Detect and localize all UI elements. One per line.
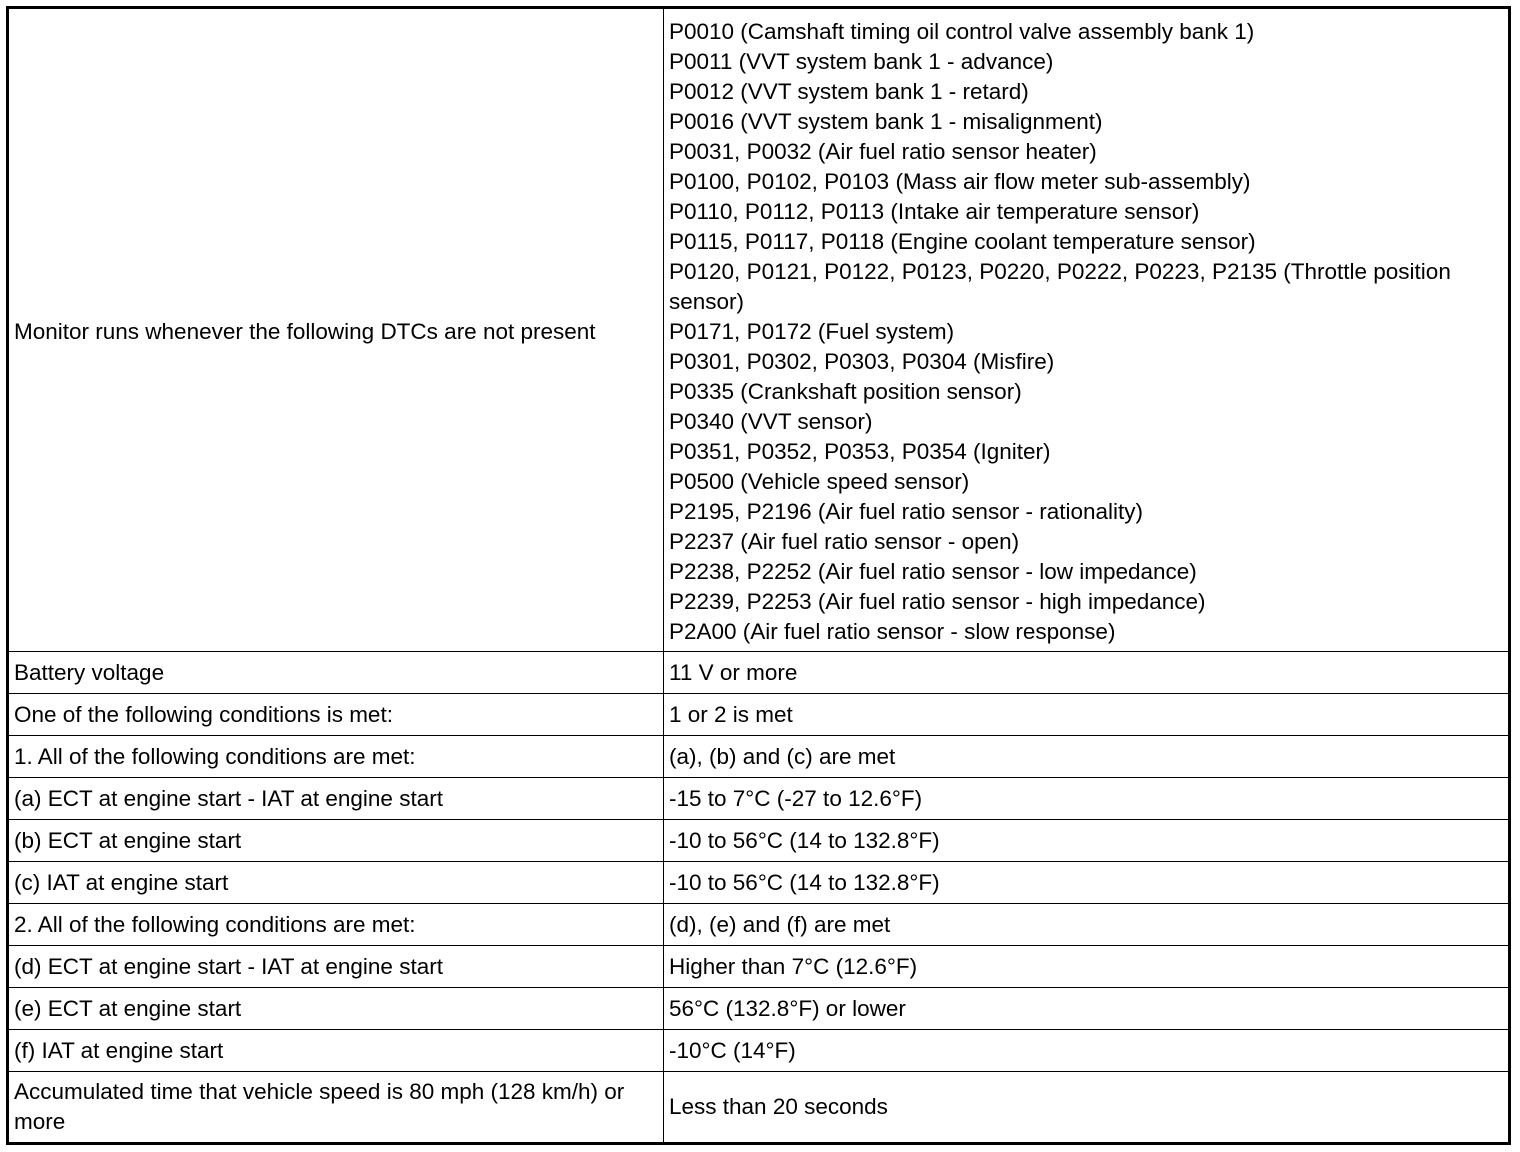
table-row — [8, 988, 1510, 1030]
dtc-item: P2A00 (Air fuel ratio sensor - slow response) — [669, 619, 1116, 644]
condition-cell: Monitor runs whenever the following DTCs are not present — [8, 8, 664, 652]
condition-cell: (b) ECT at engine start — [8, 820, 664, 862]
table-row — [8, 904, 1510, 946]
value-cell: -10 to 56°C (14 to 132.8°F) — [664, 820, 1510, 862]
dtc-item: P2195, P2196 (Air fuel ratio sensor - rationality) — [669, 499, 1143, 524]
value-cell: -15 to 7°C (-27 to 12.6°F) — [664, 778, 1510, 820]
dtc-item: P0351, P0352, P0353, P0354 (Igniter) — [669, 439, 1051, 464]
conditions-table — [6, 6, 1511, 1145]
condition-cell: (c) IAT at engine start — [8, 862, 664, 904]
table-row — [8, 862, 1510, 904]
dtc-item: P0012 (VVT system bank 1 - retard) — [669, 79, 1029, 104]
condition-cell: (d) ECT at engine start - IAT at engine start — [8, 946, 664, 988]
dtc-list — [669, 17, 1503, 647]
dtc-list-cell — [664, 8, 1510, 652]
value-cell: 1 or 2 is met — [664, 694, 1510, 736]
condition-cell: One of the following conditions is met: — [8, 694, 664, 736]
value-cell: 11 V or more — [664, 652, 1510, 694]
table-row — [8, 1030, 1510, 1072]
value-cell: (a), (b) and (c) are met — [664, 736, 1510, 778]
condition-cell: (f) IAT at engine start — [8, 1030, 664, 1072]
table-row — [8, 694, 1510, 736]
value-cell: Less than 20 seconds — [664, 1072, 1510, 1144]
dtc-item: P0110, P0112, P0113 (Intake air temperature sensor) — [669, 199, 1200, 224]
table-row — [8, 946, 1510, 988]
table-row — [8, 778, 1510, 820]
table-body — [8, 8, 1510, 1144]
dtc-item: P0016 (VVT system bank 1 - misalignment) — [669, 109, 1103, 134]
dtc-item: P0031, P0032 (Air fuel ratio sensor heater) — [669, 139, 1097, 164]
dtc-item: P2237 (Air fuel ratio sensor - open) — [669, 529, 1020, 554]
value-cell: 56°C (132.8°F) or lower — [664, 988, 1510, 1030]
dtc-item: P0120, P0121, P0122, P0123, P0220, P0222, P0223, P2135 (Throttle position sensor) — [669, 259, 1451, 314]
table-row — [8, 652, 1510, 694]
table-row-dtc — [8, 8, 1510, 652]
condition-cell: Accumulated time that vehicle speed is 80 mph (128 km/h) or more — [8, 1072, 664, 1144]
dtc-item: P0010 (Camshaft timing oil control valve assembly bank 1) — [669, 19, 1255, 44]
dtc-item: P0335 (Crankshaft position sensor) — [669, 379, 1022, 404]
dtc-item: P0115, P0117, P0118 (Engine coolant temperature sensor) — [669, 229, 1256, 254]
dtc-item: P2239, P2253 (Air fuel ratio sensor - high impedance) — [669, 589, 1206, 614]
dtc-item: P0500 (Vehicle speed sensor) — [669, 469, 970, 494]
value-cell: -10 to 56°C (14 to 132.8°F) — [664, 862, 1510, 904]
condition-cell: (e) ECT at engine start — [8, 988, 664, 1030]
value-cell: (d), (e) and (f) are met — [664, 904, 1510, 946]
condition-cell: Battery voltage — [8, 652, 664, 694]
dtc-item: P0171, P0172 (Fuel system) — [669, 319, 955, 344]
dtc-item: P0011 (VVT system bank 1 - advance) — [669, 49, 1054, 74]
table-row — [8, 1072, 1510, 1144]
dtc-item: P0100, P0102, P0103 (Mass air flow meter sub-assembly) — [669, 169, 1251, 194]
dtc-item: P0301, P0302, P0303, P0304 (Misfire) — [669, 349, 1055, 374]
value-cell: Higher than 7°C (12.6°F) — [664, 946, 1510, 988]
condition-cell: (a) ECT at engine start - IAT at engine start — [8, 778, 664, 820]
table-row — [8, 820, 1510, 862]
dtc-item: P2238, P2252 (Air fuel ratio sensor - low impedance) — [669, 559, 1197, 584]
condition-cell: 2. All of the following conditions are met: — [8, 904, 664, 946]
value-cell: -10°C (14°F) — [664, 1030, 1510, 1072]
condition-cell: 1. All of the following conditions are met: — [8, 736, 664, 778]
dtc-item: P0340 (VVT sensor) — [669, 409, 873, 434]
table-row — [8, 736, 1510, 778]
